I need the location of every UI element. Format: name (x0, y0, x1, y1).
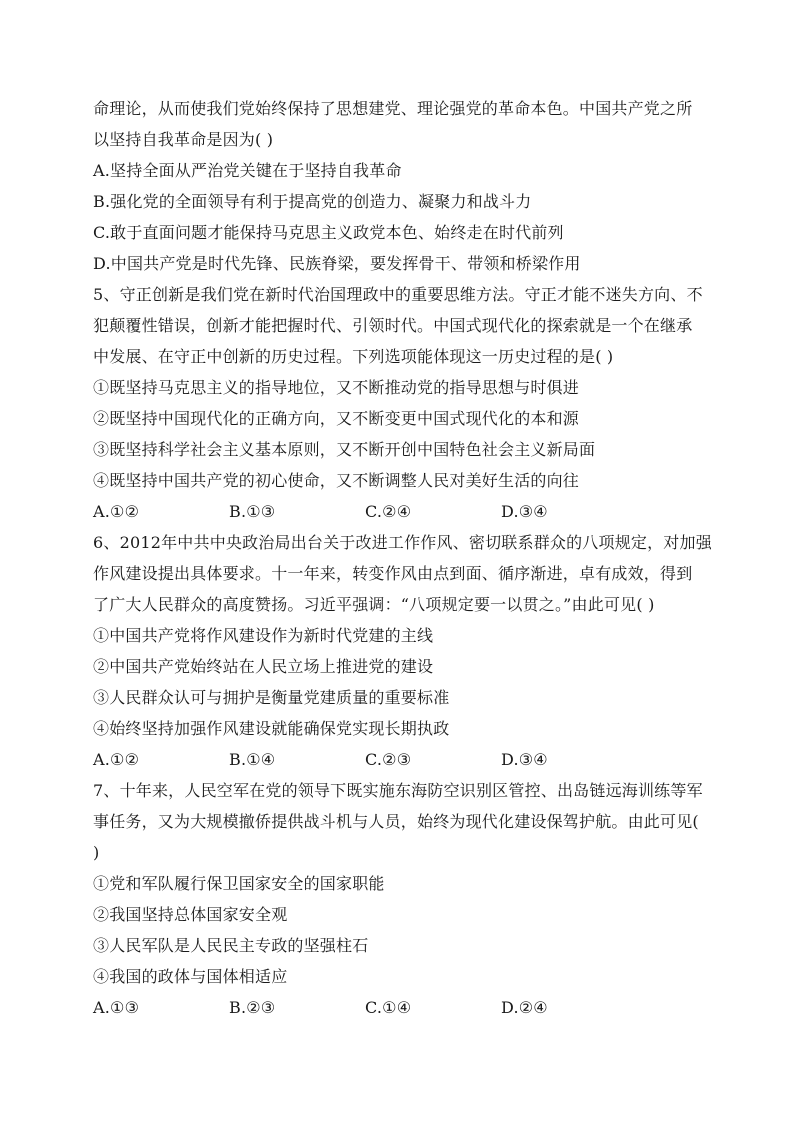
choice-d: D.③④ (501, 750, 548, 769)
question-stem-line: 犯颠覆性错误，创新才能把握时代、引领时代。中国式现代化的探索就是一个在继承 (93, 316, 693, 335)
statement-4: ④既坚持中国共产党的初心使命，又不断调整人民对美好生活的向往 (93, 471, 580, 490)
question-7 (93, 775, 703, 1023)
choice-a: A.①② (93, 502, 140, 521)
question-stem-line: 了广大人民群众的高度赞扬。习近平强调：“八项规定要一以贯之。”由此可见( ) (93, 595, 655, 614)
question-stem-line: 5、守正创新是我们党在新时代治国理政中的重要思维方法。守正才能不迷失方向、不 (93, 285, 703, 304)
choice-a: A.①③ (93, 998, 140, 1017)
statement-2: ②我国坚持总体国家安全观 (93, 905, 288, 924)
statement-2: ②既坚持中国现代化的正确方向，又不断变更中国式现代化的本和源 (93, 409, 580, 428)
choice-d: D.③④ (501, 502, 548, 521)
question-stem-line: 事任务，又为大规模撤侨提供战斗机与人员，始终为现代化建设保驾护航。由此可见( (93, 812, 699, 831)
option-d: D.中国共产党是时代先锋、民族脊梁，要发挥骨干、带领和桥梁作用 (93, 254, 581, 273)
question-stem-line: 中发展、在守正中创新的历史过程。下列选项能体现这一历史过程的是( ) (93, 347, 614, 366)
option-c: C.敢于直面问题才能保持马克思主义政党本色、始终走在时代前列 (93, 223, 564, 242)
option-b: B.强化党的全面领导有利于提高党的创造力、凝聚力和战斗力 (93, 192, 532, 211)
choice-c: C.②③ (365, 750, 412, 769)
choice-b: B.②③ (229, 998, 276, 1017)
choice-c: C.②④ (365, 502, 412, 521)
answer-choices (93, 496, 703, 527)
choice-b: B.①④ (229, 750, 276, 769)
statement-4: ④我国的政体与国体相适应 (93, 967, 288, 986)
choice-b: B.①③ (229, 502, 276, 521)
question-stem-line: 命理论，从而使我们党始终保持了思想建党、理论强党的革命本色。中国共产党之所 (93, 99, 693, 118)
choice-c: C.①④ (365, 998, 412, 1017)
option-a: A.坚持全面从严治党关键在于坚持自我革命 (93, 161, 402, 180)
choice-d: D.②④ (501, 998, 548, 1017)
statement-3: ③既坚持科学社会主义基本原则，又不断开创中国特色社会主义新局面 (93, 440, 596, 459)
question-stem-line: 以坚持自我革命是因为( ) (93, 130, 274, 149)
question-stem-line: ) (93, 843, 100, 862)
question-stem-line: 7、十年来，人民空军在党的领导下既实施东海防空识别区管控、出岛链远海训练等军 (93, 781, 703, 800)
question-stem-line: 6、2012年中共中央政治局出台关于改进工作作风、密切联系群众的八项规定，对加强 (93, 533, 712, 552)
statement-4: ④始终坚持加强作风建设就能确保党实现长期执政 (93, 719, 450, 738)
question-6 (93, 527, 712, 775)
question-stem-line: 作风建设提出具体要求。十一年来，转变作风由点到面、循序渐进，卓有成效，得到 (93, 564, 693, 583)
question-4 (93, 93, 703, 279)
statement-1: ①党和军队履行保卫国家安全的国家职能 (93, 874, 385, 893)
statement-1: ①既坚持马克思主义的指导地位，又不断推动党的指导思想与时俱进 (93, 378, 580, 397)
choice-a: A.①② (93, 750, 140, 769)
statement-3: ③人民群众认可与拥护是衡量党建质量的重要标准 (93, 688, 450, 707)
statement-3: ③人民军队是人民民主专政的坚强柱石 (93, 936, 369, 955)
exam-page (93, 93, 712, 1023)
statement-2: ②中国共产党始终站在人民立场上推进党的建设 (93, 657, 434, 676)
question-5 (93, 279, 703, 527)
answer-choices (93, 992, 703, 1023)
statement-1: ①中国共产党将作风建设作为新时代党建的主线 (93, 626, 434, 645)
answer-choices (93, 744, 703, 775)
